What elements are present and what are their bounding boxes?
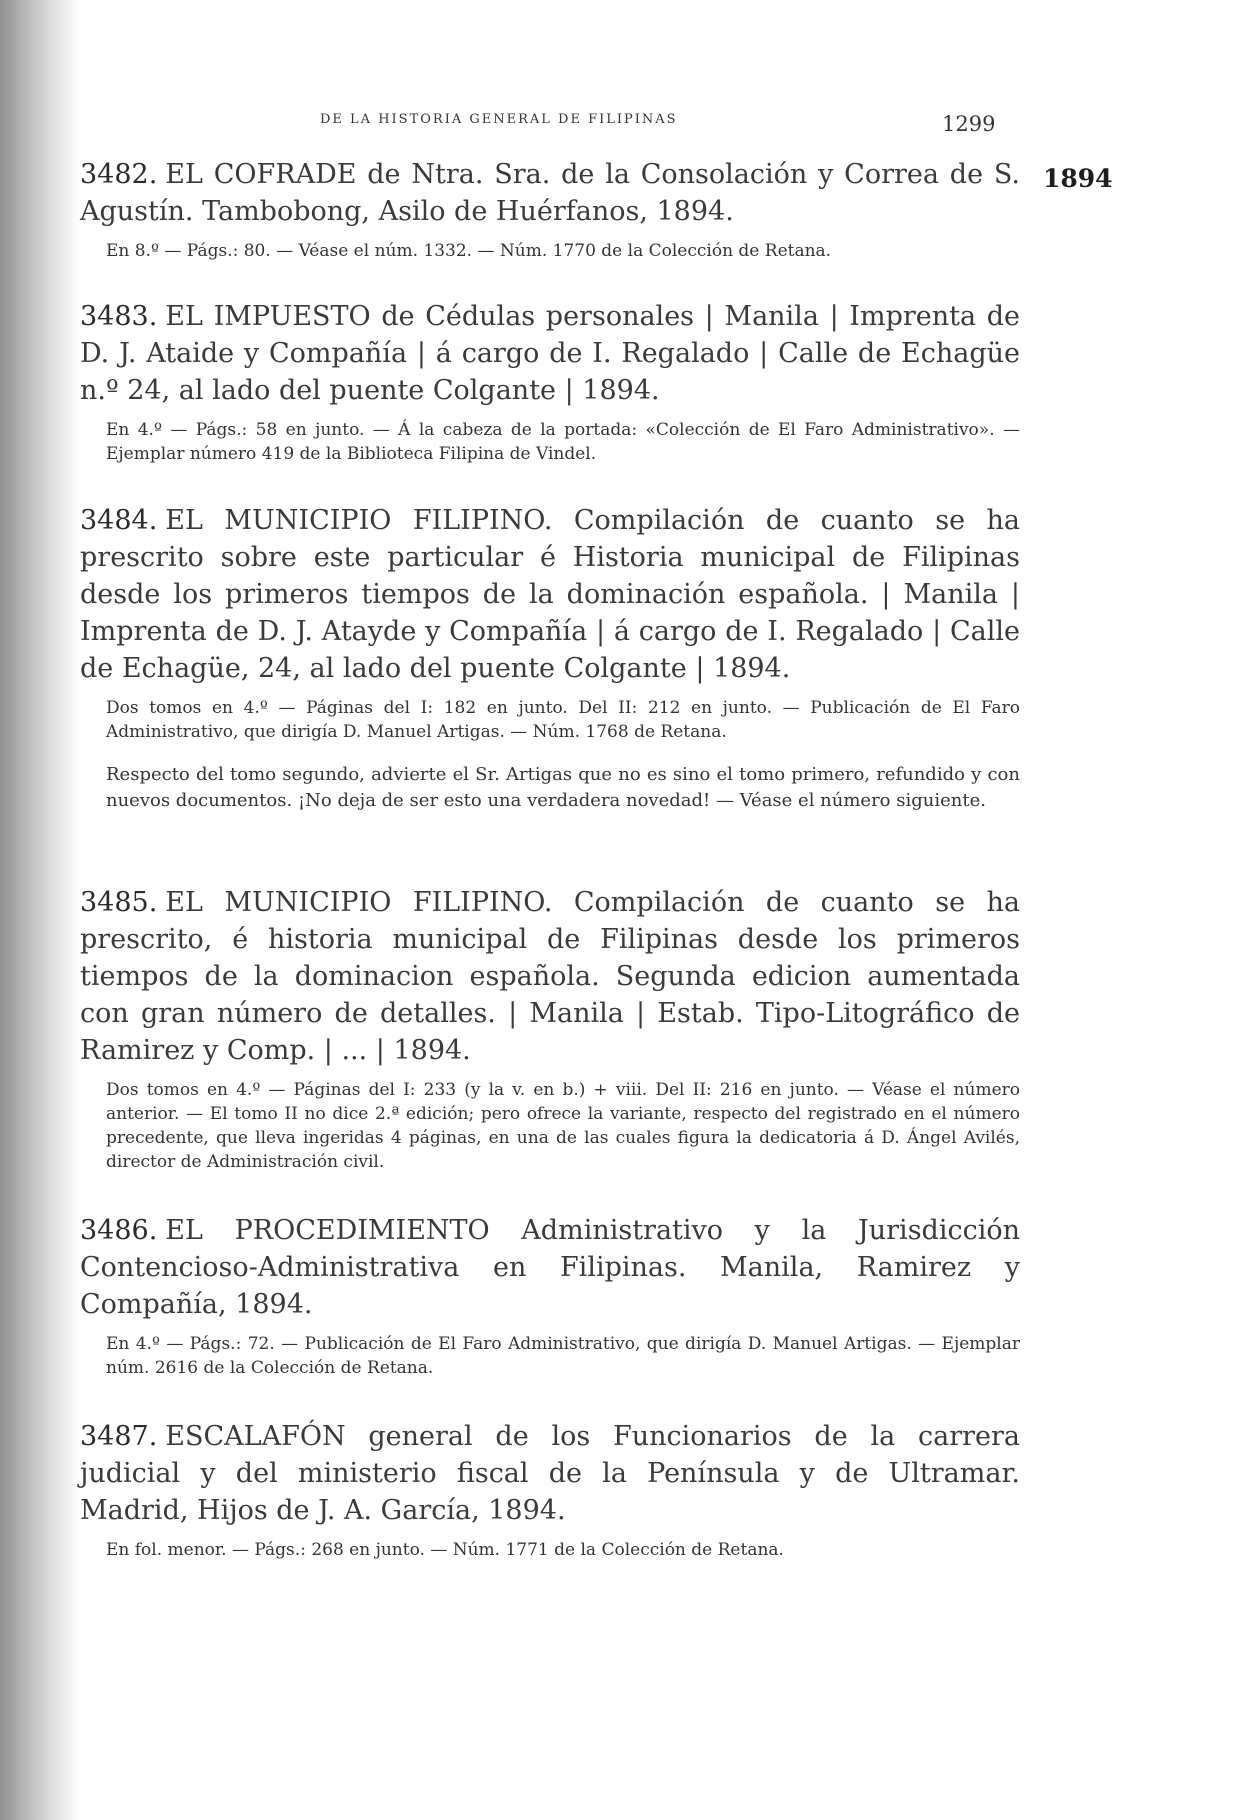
entry-title-text: EL MUNICIPIO FILIPINO. Compilación de cuanto se ha prescrito, é historia municipal de Filipinas desde los primeros tiempos de la dominacion española. Segunda edicion aumentada con gran número de detalles. | Manila | Estab. Tipo-Litográfico de Ramirez y Comp. | ... | 1894. [80, 887, 1020, 1066]
entry-number: 3486. [80, 1215, 158, 1246]
entry-note: En 8.º — Págs.: 80. — Véase el núm. 1332. — Núm. 1770 de la Colección de Retana. [106, 241, 832, 261]
entry-commentary: Respecto del tomo segundo, advierte el Sr. Artigas que no es sino el tomo primero, refundido y con nuevos documentos. ¡No deja de ser esto una verdadera novedad! — Véase el número siguiente. [106, 764, 1020, 811]
entry-title [80, 298, 1020, 409]
entry-title [80, 1212, 1020, 1323]
entry-number: 3487. [80, 1421, 158, 1452]
entry-3487 [80, 1418, 1020, 1562]
running-head: DE LA HISTORIA GENERAL DE FILIPINAS [320, 112, 678, 127]
entry-title-text: ESCALAFÓN general de los Funcionarios de la carrera judicial y del ministerio fiscal de la Península y de Ultramar. Madrid, Hijos de J. A. García, 1894. [80, 1421, 1020, 1526]
entry-number: 3483. [80, 301, 158, 332]
entry-3486 [80, 1212, 1020, 1380]
margin-year: 1894 [1043, 164, 1113, 193]
entry-title [80, 156, 1020, 230]
entry-number: 3485. [80, 887, 158, 918]
entry-note: En fol. menor. — Págs.: 268 en junto. — Núm. 1771 de la Colección de Retana. [106, 1540, 784, 1560]
entry-number: 3482. [80, 159, 158, 190]
entry-note: Dos tomos en 4.º — Páginas del I: 182 en junto. Del II: 212 en junto. — Publicación de El Faro Administrativo, que dirigía D. Manuel Artigas. — Núm. 1768 de Retana. [106, 698, 1020, 742]
entry-note: En 4.º — Págs.: 72. — Publicación de El Faro Administrativo, que dirigía D. Manuel Artigas. — Ejemplar núm. 2616 de la Colección de Retana. [106, 1334, 1020, 1378]
entry-title [80, 884, 1020, 1069]
entry-title-text: EL IMPUESTO de Cédulas personales | Manila | Imprenta de D. J. Ataide y Compañía | á cargo de I. Regalado | Calle de Echagüe n.º 24, al lado del puente Colgante | 1894. [80, 301, 1020, 406]
entry-note: En 4.º — Págs.: 58 en junto. — Á la cabeza de la portada: «Colección de El Faro Administrativo». — Ejemplar número 419 de la Biblioteca Filipina de Vindel. [106, 420, 1020, 464]
entry-3483 [80, 298, 1020, 466]
entry-3482 [80, 156, 1020, 263]
entry-title-text: EL PROCEDIMIENTO Administrativo y la Jurisdicción Contencioso-Administrativa en Filipinas. Manila, Ramirez y Compañía, 1894. [80, 1215, 1020, 1320]
entry-title-text: EL MUNICIPIO FILIPINO. Compilación de cuanto se ha prescrito sobre este particular é Historia municipal de Filipinas desde los primeros tiempos de la dominación española. | Manila | Imprenta de D. J. Atayde y Compañía | á cargo de I. Regalado | Calle de Echagüe, 24, al lado del puente Colgante | 1894. [80, 505, 1020, 684]
entry-3485 [80, 884, 1020, 1174]
page-number: 1299 [942, 112, 996, 136]
entry-title-text: EL COFRADE de Ntra. Sra. de la Consolación y Correa de S. Agustín. Tambobong, Asilo de Huérfanos, 1894. [80, 159, 1020, 227]
entry-title [80, 502, 1020, 687]
entry-note: Dos tomos en 4.º — Páginas del I: 233 (y la v. en b.) + viii. Del II: 216 en junto. — Véase el número anterior. — El tomo II no dice 2.ª edición; pero ofrece la variante, respecto del registrado en el número precedente, que lleva ingeridas 4 páginas, en una de las cuales figura la dedicatoria á D. Ángel Avilés, director de Administración civil. [106, 1080, 1020, 1172]
entry-number: 3484. [80, 505, 158, 536]
entry-title [80, 1418, 1020, 1529]
entry-3484 [80, 502, 1020, 814]
